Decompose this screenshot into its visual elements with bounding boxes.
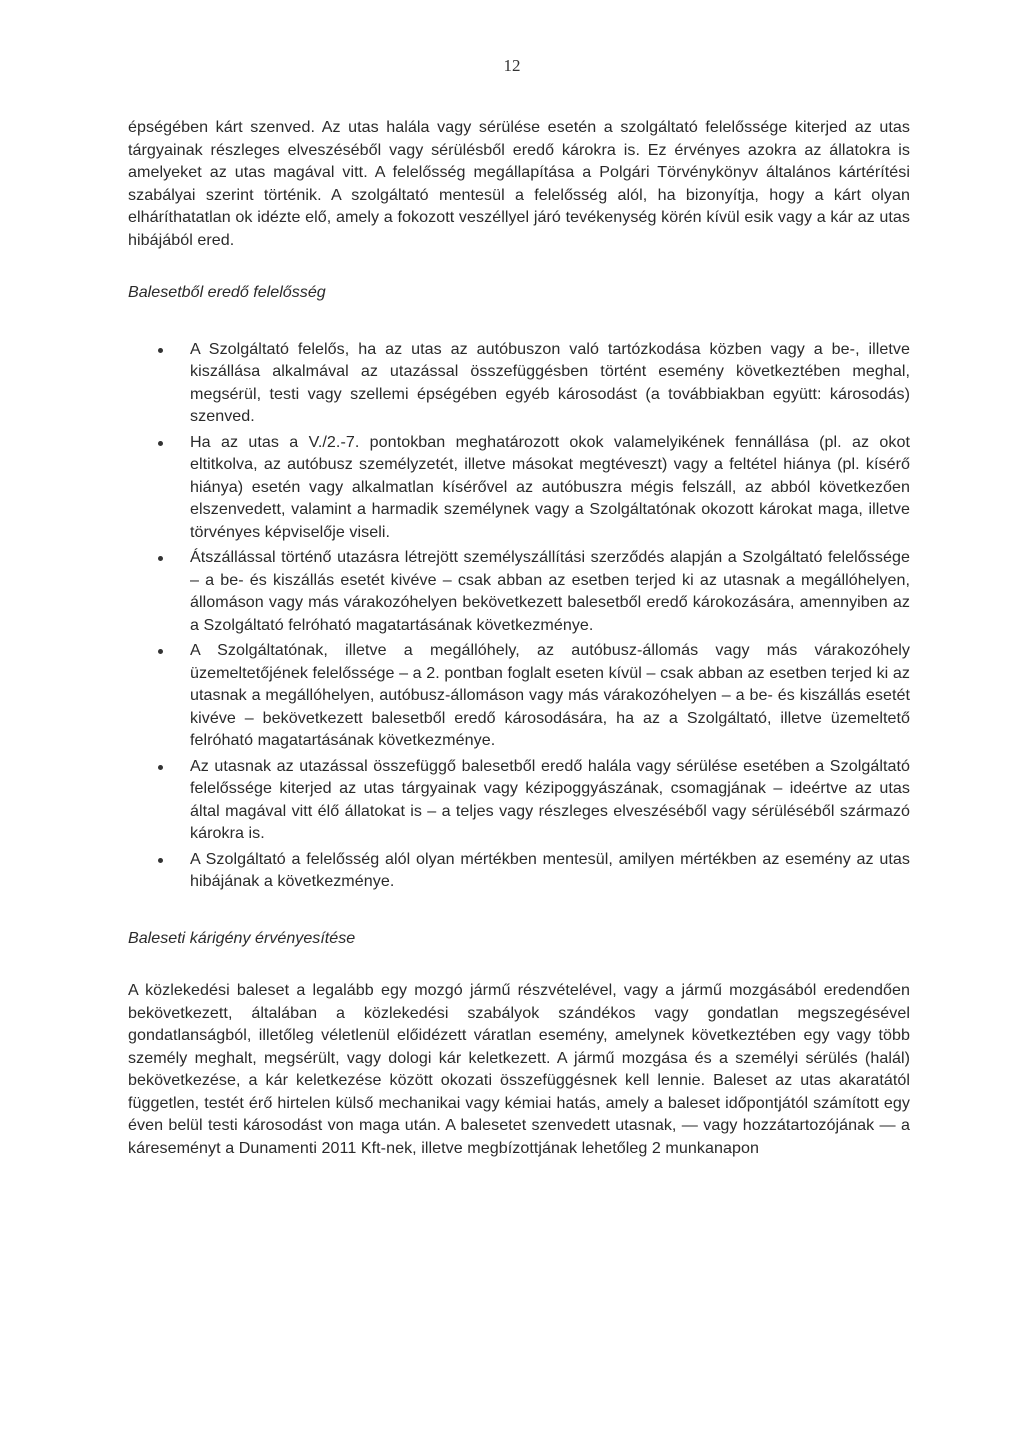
- list-item-text: A Szolgáltatónak, illetve a megállóhely, az autóbusz-állomás vagy más várakozóhely üzemeltetőjének felelőssége – a 2. pontban foglalt eseten kívül – csak abban az esetben terjed ki az utasnak a megállóhelyen, autóbusz-állomáson vagy más várakozóhelyen – a be- és kiszállás esetét kivéve – bekövetkezett balesetből eredő károsodására, ha az a Szolgáltató, illetve üzemeltető felróható magatartásának következménye.: [190, 641, 910, 749]
- section-heading-claim-enforcement: Baleseti kárigény érvényesítése: [128, 928, 356, 947]
- bullet-icon: [158, 765, 163, 770]
- list-item: [128, 848, 910, 893]
- list-item: [128, 755, 910, 845]
- list-item: [128, 546, 910, 636]
- bullet-icon: [158, 348, 163, 353]
- claim-paragraph: A közlekedési baleset a legalább egy mozgó jármű részvételével, vagy a jármű mozgásából eredendően bekövetkezett, általában a közlekedési szabályok szándékos vagy gondatlan megszegésével gondatlanságból, illetőleg véletlenül előidézett váratlan esemény, amelynek következtében egy vagy több személy meghalt, megsérült, vagy dologi kár keletkezett. A jármű mozgása és a személyi sérülés (halál) bekövetkezése, a kár keletkezése között okozati összefüggésnek kell lennie. Baleset az utas akaratától független, testét érő hirtelen külső mechanikai vagy kémiai hatás, amely a baleset időpontjától számított egy éven belül testi károsodást von maga után. A balesetet szenvedett utasnak, — vagy hozzátartozójának — a káreseményt a Dunamenti 2011 Kft-nek, illetve megbízottjának lehetőleg 2 munkanapon: [128, 981, 910, 1157]
- bullet-icon: [158, 858, 163, 863]
- page-number: 12: [503, 56, 521, 75]
- bullet-icon: [158, 556, 163, 561]
- list-item-text: Átszállással történő utazásra létrejött személyszállítási szerződés alapján a Szolgáltató felelőssége – a be- és kiszállás esetét kivéve – csak abban az esetben terjed ki az utasnak a megállóhelyen, állomáson vagy más várakozóhelyen bekövetkezett balesetből eredő károkozására, amennyiben az a Szolgáltató felróható magatartásának következménye.: [190, 548, 910, 634]
- list-item-text: A Szolgáltató a felelősség alól olyan mértékben mentesül, amilyen mértékben az esemény az utas hibájának a következménye.: [190, 849, 910, 890]
- section-heading-accident-liability: Balesetből eredő felelősség: [128, 283, 326, 301]
- list-item-text: Az utasnak az utazással összefüggő balesetből eredő halála vagy sérülése esetében a Szolgáltató felelőssége kiterjed az utas tárgyainak vagy kézipoggyászának, csomagjának – ideértve az utas által magával vitt élő állatokat is – a teljes vagy részleges elveszéséből vagy sérüléséből származó károkra is.: [190, 756, 910, 842]
- intro-paragraph: épségében kárt szenved. Az utas halála vagy sérülése esetén a szolgáltató felelőssége kiterjed az utas tárgyainak részleges elveszéséből vagy sérülésből eredő károkra is. Ez érvényes azokra az állatokra is amelyeket az utas magával vitt. A felelősség megállapítása a Polgári Törvénykönyv általános kártérítési szabályai szerint történik. A szolgáltató mentesül a felelősség alól, ha bizonyítja, hogy a kárt olyan elháríthatatlan ok idézte elő, amely a fokozott veszéllyel járó tevékenység körén kívül esik vagy a kár az utas hibájából ered.: [128, 118, 910, 249]
- document-body: [128, 116, 910, 1159]
- bullet-icon: [158, 649, 163, 654]
- list-item: [128, 639, 910, 752]
- list-item: [128, 431, 910, 544]
- bullet-icon: [158, 441, 163, 446]
- list-item-text: Ha az utas a V./2.-7. pontokban meghatározott okok valamelyikének fennállása (pl. az okot eltitkolva, az autóbusz személyzetét, illetve másokat megtéveszt) vagy a feltétel hiánya (pl. kísérő hiánya) esetén vagy alkalmatlan kísérővel az autóbuszra mégis felszáll, az abból következően elszenvedett, valamint a harmadik személynek vagy a Szolgáltatónak okozott károkat maga, illetve törvényes képviselője viseli.: [190, 432, 910, 541]
- liability-bullet-list: [128, 338, 910, 893]
- list-item-text: A Szolgáltató felelős, ha az utas az autóbuszon való tartózkodása közben vagy a be-, illetve kiszállása alkalmával az utazással összefüggésben történt esemény következtében meghal, megsérül, testi vagy szellemi épségében egyéb károsodást (a továbbiakban együtt: károsodás) szenved.: [190, 339, 910, 425]
- list-item: [128, 338, 910, 428]
